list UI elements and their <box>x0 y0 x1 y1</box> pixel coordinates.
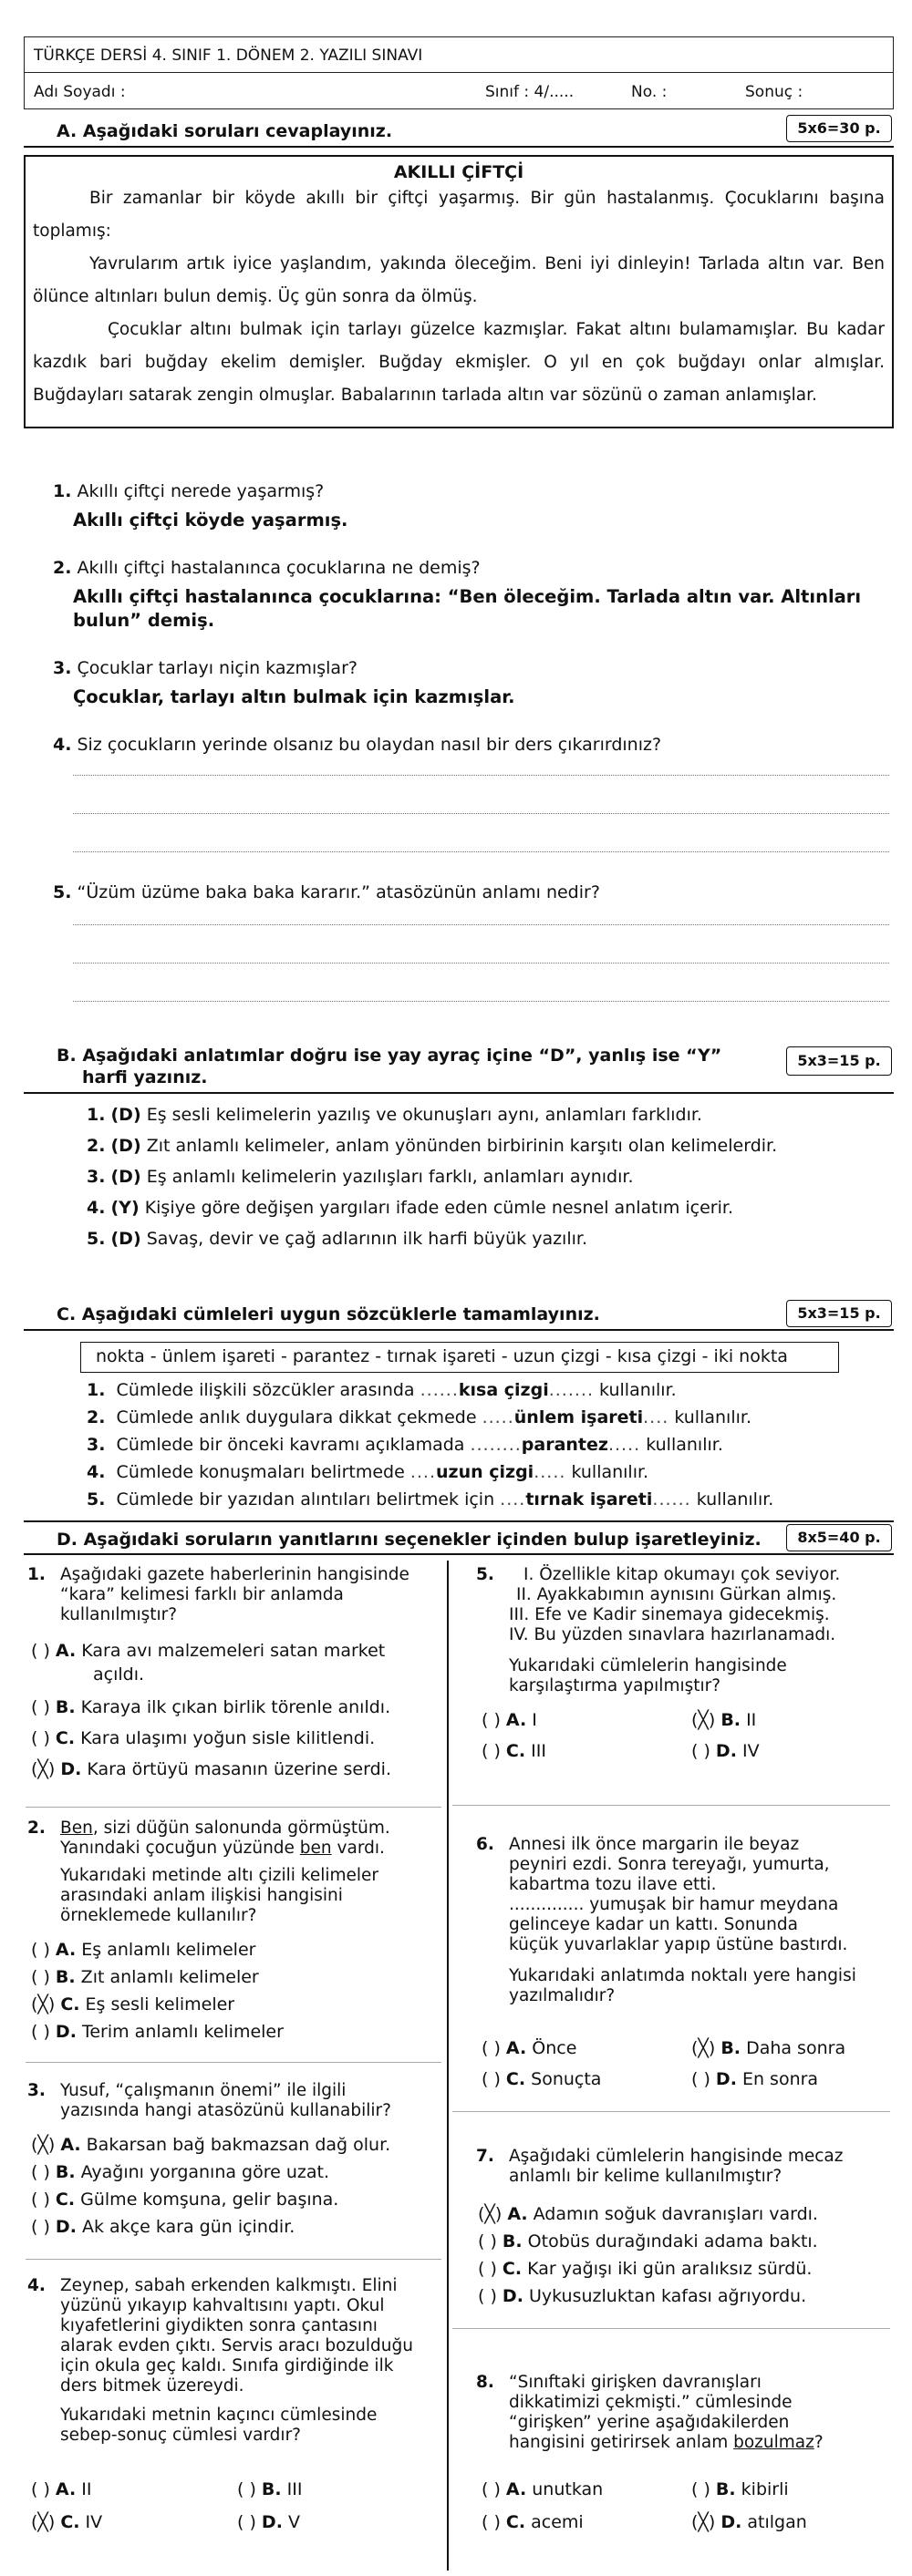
fill-item <box>87 1380 677 1400</box>
option-a[interactable] <box>478 2204 818 2224</box>
item-number: 4. <box>87 1462 106 1482</box>
section-b-title <box>24 1041 894 1094</box>
question-divider <box>26 2259 441 2260</box>
option-text: Daha sonra <box>746 2038 846 2058</box>
option-letter: D. <box>55 2217 77 2237</box>
answer-mark[interactable]: (╳) <box>691 2038 716 2058</box>
option-letter: B. <box>55 1697 76 1717</box>
mc-question-6 <box>476 1834 856 2005</box>
question-text: Annesi ilk önce margarin ile beyaz <box>509 1835 800 1854</box>
blank-dots: ........ <box>470 1435 522 1455</box>
option-text: Kar yağışı iki gün aralıksız sürdü. <box>527 2259 813 2279</box>
option-letter: D. <box>720 2512 742 2532</box>
section-a-points: 5x6=30 p. <box>786 115 892 142</box>
option-text: Önce <box>532 2038 577 2058</box>
item-text: kullanılır. <box>599 1380 677 1400</box>
question-divider <box>452 2111 890 2112</box>
question-number: 6. <box>476 1835 494 1854</box>
option-b[interactable] <box>31 2162 329 2182</box>
question-text: için okula geç kaldı. Sınıfa girdiğinde ilk <box>60 2356 394 2375</box>
section-c-title: C. Aşağıdaki cümleleri uygun sözcüklerle tamamlayınız. <box>24 1300 894 1331</box>
answer-mark[interactable]: (D) <box>110 1136 141 1156</box>
mc-question-5 <box>476 1564 841 1695</box>
question-text: Yukarıdaki metinde altı çizili kelimeler <box>60 1866 379 1885</box>
question-text: “kara” kelimesi farklı bir anlamda <box>60 1585 344 1604</box>
option-text: Adamın soğuk davranışları vardı. <box>533 2204 818 2224</box>
true-false-item <box>87 1167 634 1187</box>
question-text: peyniri ezdi. Sonra tereyağı, yumurta, <box>509 1855 830 1874</box>
option-letter: D. <box>502 2286 523 2306</box>
question-divider <box>26 1807 441 1808</box>
option-text: Sonuçta <box>531 2069 602 2089</box>
question-text: Siz çocukların yerinde olsanız bu olaydan nasıl bir ders çıkarırdınız? <box>77 735 662 755</box>
option-letter: B. <box>261 2479 282 2499</box>
option-a[interactable] <box>31 1641 385 1661</box>
option-letter: C. <box>60 2512 80 2532</box>
option-text: Eş sesli kelimeler <box>85 1994 235 2014</box>
question-number: 5. <box>53 882 72 902</box>
exam-title: TÜRKÇE DERSİ 4. SINIF 1. DÖNEM 2. YAZILI SINAVI <box>34 46 423 65</box>
blank-dots: ..... <box>482 1407 514 1427</box>
filled-answer[interactable]: tırnak işareti <box>525 1489 653 1510</box>
question-text: “Sınıftaki girişken davranışları <box>509 2373 762 2392</box>
answer-mark[interactable]: ( ) <box>482 2069 501 2089</box>
filled-answer[interactable]: parantez <box>521 1435 608 1455</box>
option-d[interactable] <box>478 2286 806 2306</box>
option-letter: B. <box>720 1710 741 1730</box>
section-b-title-line: harfi yazınız. <box>82 1067 208 1087</box>
option-text: II <box>81 2479 92 2499</box>
question-text: I. Özellikle kitap okumayı çok seviyor. <box>523 1565 841 1584</box>
word-bank: nokta - ünlem işareti - parantez - tırnak işareti - uzun çizgi - kısa çizgi - iki nokta <box>80 1342 839 1373</box>
item-number: 1. <box>87 1380 106 1400</box>
item-text: Zıt anlamlı kelimeler, anlam yönünden birbirinin karşıtı olan kelimelerdir. <box>146 1136 778 1156</box>
answer-mark[interactable]: ( ) <box>31 2022 50 2042</box>
item-text: Savaş, devir ve çağ adlarının ilk harfi büyük yazılır. <box>146 1229 587 1249</box>
question-text: Aşağıdaki cümlelerin hangisinde mecaz <box>509 2147 844 2166</box>
option-b[interactable] <box>31 1967 259 1987</box>
option-text: Uykusuzluktan kafası ağrıyordu. <box>528 2286 807 2306</box>
option-letter: B. <box>55 1967 76 1987</box>
exam-header <box>24 36 894 109</box>
option-letter: D. <box>261 2512 283 2532</box>
blank-dots: .... <box>500 1489 526 1510</box>
section-d-points: 8x5=40 p. <box>786 1524 892 1551</box>
divider <box>25 72 893 73</box>
answer-mark[interactable]: (╳) <box>31 2512 56 2532</box>
item-text: Eş anlamlı kelimelerin yazılışları farklı, anlamları aynıdır. <box>146 1167 634 1187</box>
answer-line[interactable] <box>73 851 889 852</box>
question-text: karşılaştırma yapılmıştır? <box>509 1676 721 1695</box>
mc-question-2 <box>27 1818 390 1925</box>
option-text: atılgan <box>747 2512 807 2532</box>
item-text: kullanılır. <box>571 1462 649 1482</box>
question-number: 2. <box>53 558 72 578</box>
question-text: Yukarıdaki anlatımda noktalı yere hangisi <box>509 1966 856 1985</box>
answer-mark[interactable]: (╳) <box>31 1759 56 1779</box>
true-false-item <box>87 1229 587 1249</box>
question-text: vardı. <box>331 1839 385 1858</box>
question-text: .............. yumuşak bir hamur meydana <box>509 1895 839 1914</box>
answer-mark[interactable]: ( ) <box>237 2512 256 2532</box>
option-text: IV <box>741 1741 760 1761</box>
answer-mark[interactable]: ( ) <box>31 2190 50 2210</box>
option-letter: A. <box>60 2135 81 2155</box>
question-text: sebep-sonuç cümlesi vardır? <box>60 2426 301 2445</box>
result-label: Sonuç : <box>745 83 803 101</box>
option-letter: A. <box>505 2038 527 2058</box>
question-text: hangisini getirirsek anlam <box>509 2433 734 2452</box>
item-number: 5. <box>87 1229 106 1249</box>
question-text: , sizi düğün salonunda görmüştüm. <box>92 1819 390 1838</box>
section-a-title: A. Aşağıdaki soruları cevaplayınız. <box>24 117 894 148</box>
option-text: unutkan <box>532 2479 604 2499</box>
answer-mark[interactable]: ( ) <box>478 2259 497 2279</box>
answer-mark[interactable]: ( ) <box>482 2479 501 2499</box>
answer-a2: Akıllı çiftçi hastalanınca çocuklarına: “Ben öleceğim. Tarlada altın var. Altınları bulun” demiş. <box>73 586 862 631</box>
mc-question-1 <box>27 1564 409 1624</box>
true-false-item <box>87 1105 702 1125</box>
option-letter: A. <box>55 1641 77 1661</box>
option-letter: A. <box>505 2479 527 2499</box>
blank-dots: ..... <box>534 1462 566 1482</box>
option-text: III <box>531 1741 546 1761</box>
mc-question-7 <box>476 2146 844 2186</box>
option-letter: C. <box>55 2190 76 2210</box>
answer-mark[interactable]: (╳) <box>478 2204 503 2224</box>
question-a1 <box>53 481 324 501</box>
question-text: Yukarıdaki metnin kaçıncı cümlesinde <box>60 2406 378 2425</box>
answer-mark[interactable]: ( ) <box>31 2217 50 2237</box>
name-label: Adı Soyadı : <box>34 83 126 101</box>
option-text: Karaya ilk çıkan birlik törenle anıldı. <box>80 1697 391 1717</box>
option-letter: B. <box>715 2479 736 2499</box>
answer-mark[interactable]: (╳) <box>691 1710 716 1730</box>
option-a[interactable] <box>31 1940 255 1960</box>
question-divider <box>26 2062 441 2063</box>
option-text: Kara ulaşımı yoğun sisle kilitlendi. <box>80 1728 376 1748</box>
item-number: 5. <box>87 1489 106 1510</box>
option-text: kibirli <box>741 2479 789 2499</box>
answer-mark[interactable]: (╳) <box>691 2512 716 2532</box>
answer-mark[interactable]: ( ) <box>482 2038 501 2058</box>
option-letter: A. <box>55 1940 77 1960</box>
question-text: IV. Bu yüzden sınavlara hazırlanamadı. <box>509 1625 836 1644</box>
option-c[interactable] <box>482 1741 546 1761</box>
option-letter: A. <box>55 2479 77 2499</box>
section-b-points: 5x3=15 p. <box>786 1046 892 1076</box>
question-text: arasındaki anlam ilişkisi hangisini <box>60 1886 343 1905</box>
option-letter: A. <box>507 2204 528 2224</box>
question-text: “Üzüm üzüme baka baka kararır.” atasözünün anlamı nedir? <box>77 882 600 902</box>
question-text: alarak evden çıktı. Servis aracı bozulduğu <box>60 2336 413 2355</box>
option-d[interactable] <box>237 2512 300 2532</box>
filled-answer[interactable]: kısa çizgi <box>458 1380 549 1400</box>
question-number: 4. <box>27 2276 46 2295</box>
question-number: 5. <box>476 1565 494 1584</box>
option-a[interactable] <box>482 1710 537 1730</box>
answer-mark[interactable]: ( ) <box>691 2069 710 2089</box>
filled-answer[interactable]: uzun çizgi <box>436 1462 534 1482</box>
class-label: Sınıf : 4/..... <box>485 83 575 101</box>
fill-item <box>87 1462 648 1482</box>
option-a[interactable] <box>482 2038 576 2058</box>
option-c[interactable] <box>31 1728 375 1748</box>
question-a4 <box>53 735 661 755</box>
question-text: dikkatimizi çekmişti.” cümlesinde <box>509 2393 793 2412</box>
underlined-word: ben <box>299 1839 332 1858</box>
answer-mark[interactable]: ( ) <box>482 1741 501 1761</box>
story-paragraph: Çocuklar altını bulmak için tarlayı güzelce kazmışlar. Fakat altını bulamamışlar. Bu kadar kazdık bari buğday ekelim demişler. Buğday ekmişler. O yıl en çok buğdayı onlar almışlar. Buğdayları satarak zengin olmuşlar. Babalarının tarlada altın var sözünü o zaman anlamışlar. <box>33 320 885 405</box>
option-text: Zıt anlamlı kelimeler <box>80 1967 259 1987</box>
option-text: En sonra <box>741 2069 819 2089</box>
option-letter: C. <box>55 1728 76 1748</box>
fill-item <box>87 1489 773 1510</box>
question-number: 1. <box>53 481 72 501</box>
answer-mark[interactable]: (D) <box>110 1167 141 1187</box>
question-number: 8. <box>476 2373 494 2392</box>
item-text: Cümlede bir yazıdan alıntıları belirtmek için <box>116 1489 495 1510</box>
option-text: Otobüs durağındaki adama baktı. <box>527 2231 818 2251</box>
option-b[interactable] <box>691 2038 845 2058</box>
item-text: kullanılır. <box>646 1435 723 1455</box>
answer-mark[interactable]: ( ) <box>31 1940 50 1960</box>
answer-mark[interactable]: (D) <box>110 1105 141 1125</box>
section-d-title: D. Aşağıdaki soruların yanıtlarını seçenekler içinden bulup işaretleyiniz. <box>24 1520 894 1555</box>
blank-dots: ....... <box>548 1380 594 1400</box>
option-letter: C. <box>505 1741 526 1761</box>
number-label: No. : <box>631 83 668 101</box>
blank-dots: .... <box>409 1462 436 1482</box>
option-text: III <box>286 2479 303 2499</box>
story-title: AKILLI ÇİFTÇİ <box>393 162 524 182</box>
option-d[interactable] <box>691 1741 760 1761</box>
blank-dots: ...... <box>420 1380 459 1400</box>
question-text: yazılmalıdır? <box>509 1986 616 2005</box>
option-a[interactable] <box>482 2479 603 2499</box>
question-text: Yanındaki çocuğun yüzünde <box>60 1839 300 1858</box>
question-text: Yukarıdaki cümlelerin hangisinde <box>509 1656 787 1675</box>
story-box <box>24 155 894 428</box>
blank-dots: .... <box>643 1407 669 1427</box>
answer-mark[interactable]: ( ) <box>31 1697 50 1717</box>
item-number: 2. <box>87 1136 106 1156</box>
option-c[interactable] <box>31 2190 338 2210</box>
answer-a3: Çocuklar, tarlayı altın bulmak için kazmışlar. <box>73 686 515 707</box>
option-text: I <box>532 1710 537 1730</box>
item-number: 1. <box>87 1105 106 1125</box>
answer-mark[interactable]: ( ) <box>31 2479 50 2499</box>
question-a5 <box>53 882 600 902</box>
question-text: Zeynep, sabah erkenden kalkmıştı. Elini <box>60 2276 398 2295</box>
mc-question-3 <box>27 2080 391 2120</box>
option-text: II <box>746 1710 757 1730</box>
answer-mark[interactable]: ( ) <box>691 1741 710 1761</box>
question-text: III. Efe ve Kadir sinemaya gidecekmiş. <box>509 1605 830 1624</box>
option-text: Kara avı malzemeleri satan market <box>81 1641 386 1661</box>
option-b[interactable] <box>31 1697 390 1717</box>
question-a2 <box>53 558 481 578</box>
underlined-word: Ben <box>60 1819 93 1838</box>
answer-mark[interactable]: ( ) <box>478 2286 497 2306</box>
underlined-word: bozulmaz <box>733 2433 814 2452</box>
question-a3 <box>53 658 358 678</box>
question-divider <box>452 2328 890 2329</box>
story-paragraph: Bir zamanlar bir köyde akıllı bir çiftçi yaşarmış. Bir gün hastalanmış. Çocuklarını başına toplamış: <box>33 189 885 241</box>
option-c[interactable] <box>31 1994 234 2014</box>
question-text: Akıllı çiftçi nerede yaşarmış? <box>77 481 325 501</box>
option-b[interactable] <box>691 1710 756 1730</box>
mc-question-8 <box>476 2372 824 2452</box>
question-text: Yusuf, “çalışmanın önemi” ile ilgili <box>60 2081 347 2100</box>
question-number: 7. <box>476 2147 494 2166</box>
question-text: ? <box>814 2433 824 2452</box>
question-text: kabartma tozu ilave etti. <box>509 1875 717 1894</box>
item-text: Cümlede anlık duygulara dikkat çekmede <box>116 1407 477 1427</box>
item-text: Cümlede konuşmaları belirtmede <box>116 1462 405 1482</box>
question-number: 1. <box>27 1565 46 1584</box>
question-text: II. Ayakkabımın aynısını Gürkan almış. <box>516 1585 837 1604</box>
question-text: anlamlı bir kelime kullanılmıştır? <box>509 2167 782 2186</box>
item-text: kullanılır. <box>696 1489 774 1510</box>
question-text: yüzünü yıkayıp kahvaltısını yaptı. Okul <box>60 2296 385 2315</box>
answer-mark[interactable]: (╳) <box>31 1994 56 2014</box>
option-letter: B. <box>55 2162 76 2182</box>
question-text: kullanılmıştır? <box>60 1605 178 1624</box>
question-number: 3. <box>27 2081 46 2100</box>
option-text: acemi <box>531 2512 584 2532</box>
option-letter: A. <box>505 1710 527 1730</box>
option-text: Terim anlamlı kelimeler <box>81 2022 284 2042</box>
question-text: Çocuklar tarlayı niçin kazmışlar? <box>77 658 358 678</box>
option-d[interactable] <box>691 2512 807 2532</box>
question-text: gelinceye kadar un kattı. Sonunda <box>509 1915 798 1934</box>
option-text: Gülme komşuna, gelir başına. <box>80 2190 339 2210</box>
answer-mark[interactable]: ( ) <box>237 2479 256 2499</box>
option-text: Bakarsan bağ bakmazsan dağ olur. <box>86 2135 391 2155</box>
question-text: yazısında hangi atasözünü kullanabilir? <box>60 2101 391 2120</box>
item-text: kullanılır. <box>674 1407 751 1427</box>
answer-mark[interactable]: ( ) <box>31 1641 50 1661</box>
question-text: kıyafetlerini giydikten sonra çantasını <box>60 2316 378 2335</box>
answer-a1: Akıllı çiftçi köyde yaşarmış. <box>73 510 348 531</box>
item-number: 3. <box>87 1167 106 1187</box>
option-c[interactable] <box>478 2259 812 2279</box>
option-text: Ak akçe kara gün içindir. <box>81 2217 295 2237</box>
question-text: Akıllı çiftçi hastalanınca çocuklarına ne demiş? <box>77 558 481 578</box>
question-divider <box>452 1805 890 1806</box>
true-false-item <box>87 1198 733 1218</box>
answer-mark[interactable]: ( ) <box>482 2512 501 2532</box>
option-c[interactable] <box>31 2512 102 2532</box>
item-text: Kişiye göre değişen yargıları ifade eden cümle nesnel anlatım içerir. <box>144 1198 734 1218</box>
question-text: “girişken” yerine aşağıdakilerden <box>509 2413 790 2432</box>
question-text: ders bitmek üzereydi. <box>60 2376 244 2396</box>
option-d[interactable] <box>691 2069 818 2089</box>
fill-item <box>87 1435 723 1455</box>
option-a-continued: açıldı. <box>93 1664 145 1685</box>
mc-question-4 <box>27 2275 413 2445</box>
option-d[interactable] <box>31 2022 284 2042</box>
answer-mark[interactable]: ( ) <box>31 1728 50 1748</box>
option-text: V <box>287 2512 300 2532</box>
option-a[interactable] <box>31 2135 390 2155</box>
option-text: Eş anlamlı kelimeler <box>81 1940 256 1960</box>
option-c[interactable] <box>482 2512 584 2532</box>
item-number: 3. <box>87 1435 106 1455</box>
answer-mark[interactable]: ( ) <box>31 2162 50 2182</box>
column-divider <box>447 1561 449 2571</box>
answer-mark[interactable]: ( ) <box>691 2479 710 2499</box>
option-letter: C. <box>505 2069 526 2089</box>
option-letter: C. <box>60 1994 80 2014</box>
answer-mark[interactable]: (╳) <box>31 2135 56 2155</box>
answer-line[interactable] <box>73 924 889 925</box>
option-d[interactable] <box>31 1759 391 1779</box>
option-b[interactable] <box>691 2479 789 2499</box>
option-a[interactable] <box>31 2479 91 2499</box>
blank-dots: ..... <box>607 1435 641 1455</box>
answer-mark[interactable]: (Y) <box>110 1198 140 1218</box>
item-number: 4. <box>87 1198 106 1218</box>
option-d[interactable] <box>31 2217 295 2237</box>
option-letter: D. <box>60 1759 82 1779</box>
question-number: 3. <box>53 658 72 678</box>
item-text: Cümlede bir önceki kavramı açıklamada <box>116 1435 465 1455</box>
answer-line[interactable] <box>73 775 889 776</box>
option-letter: C. <box>502 2259 523 2279</box>
fill-item <box>87 1407 751 1427</box>
answer-line[interactable] <box>73 813 889 814</box>
item-text: Cümlede ilişkili sözcükler arasında <box>116 1380 415 1400</box>
answer-mark[interactable]: ( ) <box>478 2231 497 2251</box>
answer-mark[interactable]: (D) <box>110 1229 141 1249</box>
option-b[interactable] <box>237 2479 302 2499</box>
section-c-points: 5x3=15 p. <box>786 1300 892 1327</box>
question-text: örneklemede kullanılır? <box>60 1906 257 1925</box>
section-b-title-line: B. Aşağıdaki anlatımlar doğru ise yay ayraç içine “D”, yanlış ise “Y” <box>57 1046 722 1066</box>
option-letter: D. <box>715 1741 737 1761</box>
question-number: 2. <box>27 1819 46 1838</box>
option-letter: D. <box>715 2069 737 2089</box>
answer-mark[interactable]: ( ) <box>482 1710 501 1730</box>
answer-line[interactable] <box>73 1001 889 1002</box>
option-letter: D. <box>55 2022 77 2042</box>
option-c[interactable] <box>482 2069 601 2089</box>
filled-answer[interactable]: ünlem işareti <box>513 1407 644 1427</box>
question-text: küçük yuvarlaklar yapıp üstüne bastırdı. <box>509 1935 848 1954</box>
option-letter: B. <box>720 2038 741 2058</box>
question-number: 4. <box>53 735 72 755</box>
story-paragraph: Yavrularım artık iyice yaşlandım, yakında öleceğim. Beni iyi dinleyin! Tarlada altın var. Ben ölünce altınları bulun demiş. Üç gün sonra da ölmüş. <box>33 254 885 306</box>
option-b[interactable] <box>478 2231 818 2251</box>
item-text: Eş sesli kelimelerin yazılış ve okunuşları aynı, anlamları farklıdır. <box>146 1105 702 1125</box>
option-text: Ayağını yorganına göre uzat. <box>80 2162 330 2182</box>
option-letter: C. <box>505 2512 526 2532</box>
blank-dots: ...... <box>652 1489 691 1510</box>
question-text: Aşağıdaki gazete haberlerinin hangisinde <box>60 1565 409 1584</box>
item-number: 2. <box>87 1407 106 1427</box>
option-text: Kara örtüyü masanın üzerine serdi. <box>87 1759 391 1779</box>
true-false-item <box>87 1136 777 1156</box>
option-letter: B. <box>502 2231 523 2251</box>
answer-mark[interactable]: ( ) <box>31 1967 50 1987</box>
option-text: IV <box>85 2512 103 2532</box>
